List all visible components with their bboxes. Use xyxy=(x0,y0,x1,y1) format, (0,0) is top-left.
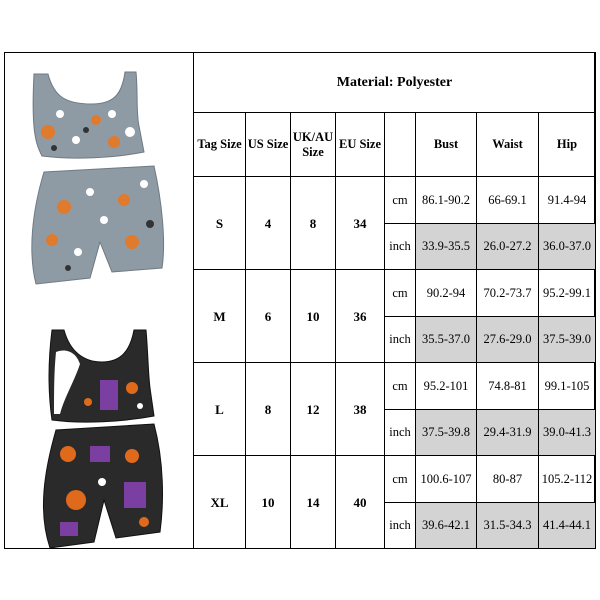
unit-cm-cell: cm xyxy=(385,270,416,317)
eu-size-cell: 40 xyxy=(336,456,385,549)
black-shorts-image xyxy=(43,424,162,548)
header-bust: Bust xyxy=(416,113,477,177)
grey-crop-top-image xyxy=(33,72,144,158)
hip-inch-cell: 39.0-41.3 xyxy=(539,410,596,456)
tag-size-cell: XL xyxy=(194,456,246,549)
bust-cm-cell: 95.2-101 xyxy=(416,363,477,410)
hip-inch-cell: 41.4-44.1 xyxy=(539,503,596,549)
hip-inch-cell: 36.0-37.0 xyxy=(539,224,596,270)
unit-cm-cell: cm xyxy=(385,456,416,503)
us-size-cell: 4 xyxy=(246,177,291,270)
bust-inch-cell: 35.5-37.0 xyxy=(416,317,477,363)
waist-inch-cell: 31.5-34.3 xyxy=(477,503,539,549)
waist-cm-cell: 66-69.1 xyxy=(477,177,539,224)
bust-inch-cell: 33.9-35.5 xyxy=(416,224,477,270)
bust-cm-cell: 86.1-90.2 xyxy=(416,177,477,224)
hip-cm-cell: 105.2-112 xyxy=(539,456,596,503)
bust-inch-cell: 37.5-39.8 xyxy=(416,410,477,456)
hip-cm-cell: 95.2-99.1 xyxy=(539,270,596,317)
uk-au-size-cell: 10 xyxy=(291,270,336,363)
bust-inch-cell: 39.6-42.1 xyxy=(416,503,477,549)
unit-inch-cell: inch xyxy=(385,410,416,456)
waist-cm-cell: 74.8-81 xyxy=(477,363,539,410)
unit-cm-cell: cm xyxy=(385,363,416,410)
black-crop-top-image xyxy=(49,330,154,422)
unit-inch-cell: inch xyxy=(385,224,416,270)
hip-inch-cell: 37.5-39.0 xyxy=(539,317,596,363)
grey-shorts-image xyxy=(32,166,164,284)
size-chart-table xyxy=(193,52,596,549)
bust-cm-cell: 90.2-94 xyxy=(416,270,477,317)
unit-inch-cell: inch xyxy=(385,317,416,363)
uk-au-size-cell: 12 xyxy=(291,363,336,456)
us-size-cell: 10 xyxy=(246,456,291,549)
us-size-cell: 6 xyxy=(246,270,291,363)
header-waist: Waist xyxy=(477,113,539,177)
header-eu-size: EU Size xyxy=(336,113,385,177)
header-hip: Hip xyxy=(539,113,596,177)
eu-size-cell: 34 xyxy=(336,177,385,270)
unit-cm-cell: cm xyxy=(385,177,416,224)
header-us-size: US Size xyxy=(246,113,291,177)
tag-size-cell: S xyxy=(194,177,246,270)
waist-cm-cell: 80-87 xyxy=(477,456,539,503)
waist-inch-cell: 26.0-27.2 xyxy=(477,224,539,270)
uk-au-size-cell: 8 xyxy=(291,177,336,270)
hip-cm-cell: 91.4-94 xyxy=(539,177,596,224)
unit-inch-cell: inch xyxy=(385,503,416,549)
header-tag-size: Tag Size xyxy=(194,113,246,177)
waist-inch-cell: 27.6-29.0 xyxy=(477,317,539,363)
header-uk-au-size: UK/AU Size xyxy=(291,113,336,177)
bust-cm-cell: 100.6-107 xyxy=(416,456,477,503)
waist-inch-cell: 29.4-31.9 xyxy=(477,410,539,456)
us-size-cell: 8 xyxy=(246,363,291,456)
waist-cm-cell: 70.2-73.7 xyxy=(477,270,539,317)
eu-size-cell: 38 xyxy=(336,363,385,456)
product-photo xyxy=(4,52,194,549)
tag-size-cell: L xyxy=(194,363,246,456)
eu-size-cell: 36 xyxy=(336,270,385,363)
material-title: Material: Polyester xyxy=(194,53,596,113)
uk-au-size-cell: 14 xyxy=(291,456,336,549)
hip-cm-cell: 99.1-105 xyxy=(539,363,596,410)
tag-size-cell: M xyxy=(194,270,246,363)
header-unit xyxy=(385,113,416,177)
